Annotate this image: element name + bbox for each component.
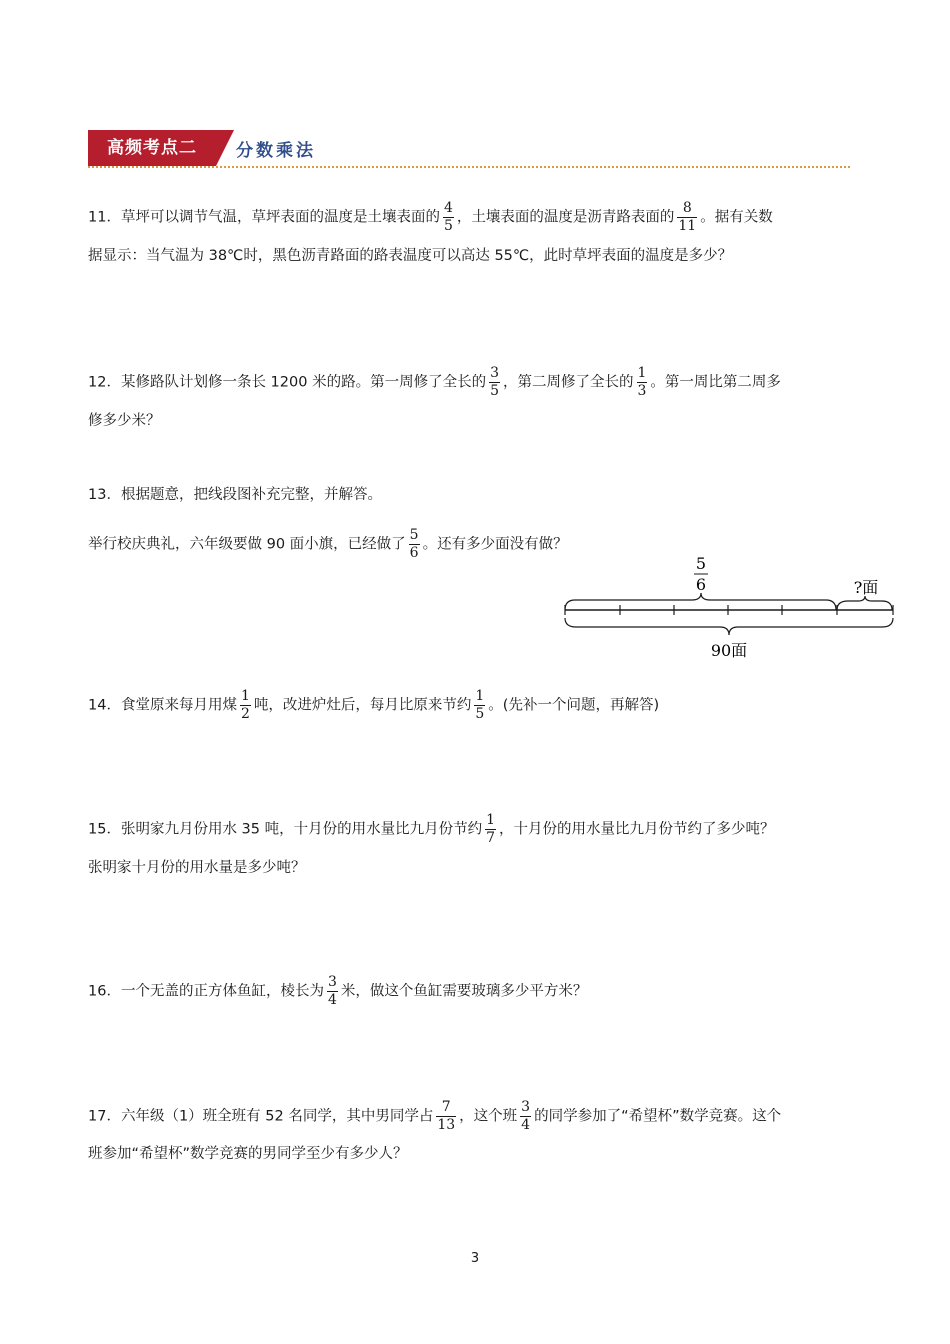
- question-16: 16．一个无盖的正方体鱼缸，棱长为 $\frac{3}{4}$ 米，做这个鱼缸需要玻璃多少平方米？: [88, 974, 588, 1008]
- question-11-line-2: 据显示：当气温为 38℃时，黑色沥青路面的路表温度可以高达 55℃，此时草坪表面的温度是多少？: [88, 248, 733, 264]
- line-segment-diagram: [560, 552, 900, 664]
- page-number: 3: [470, 1251, 480, 1266]
- fraction: $\frac{5}{6}$: [409, 527, 419, 561]
- section-header: [88, 130, 850, 170]
- question-14: 14．食堂原来每月用煤 $\frac{1}{2}$ 吨，改进炉灶后，每月比原来节约 $\frac{1}{5}$ 。(先补一个问题，再解答): [88, 688, 660, 722]
- question-12-line-2: 修多少米？: [88, 413, 161, 429]
- diagram-bottom-label: 90面: [710, 641, 748, 660]
- section-tag: 高频考点二: [88, 130, 216, 166]
- fraction: $\frac{1}{7}$: [486, 812, 496, 846]
- diagram-top-brace-left: [565, 593, 701, 610]
- dotted-divider: [88, 166, 850, 168]
- diagram-right-label: ?面: [853, 578, 879, 597]
- fraction: $\frac{3}{4}$: [521, 1099, 531, 1133]
- question-13-line-2: 举行校庆典礼，六年级要做 90 面小旗，已经做了 $\frac{5}{6}$ 。还有多少面没有做？: [88, 527, 568, 561]
- fraction: $\frac{7}{13}$: [437, 1099, 456, 1133]
- fraction: $\frac{3}{4}$: [327, 974, 337, 1008]
- question-12-line-1: 12．某修路队计划修一条长 1200 米的路。第一周修了全长的 $\frac{3}{5}$ ，第二周修了全长的 $\frac{1}{3}$ 。第一周比第二周多: [88, 365, 781, 399]
- fraction: $\frac{1}{3}$: [637, 365, 647, 399]
- fraction: $\frac{1}{2}$: [240, 688, 250, 722]
- question-15-line-1: 15．张明家九月份用水 35 吨，十月份的用水量比九月份节约 $\frac{1}{7}$ ，十月份的用水量比九月份节约了多少吨？: [88, 812, 775, 846]
- fraction: $\frac{3}{5}$: [490, 365, 499, 399]
- diagram-bottom-brace-right: [729, 618, 893, 635]
- question-17-line-2: 班参加“希望杯”数学竞赛的男同学至少有多少人？: [88, 1146, 408, 1162]
- fraction: $\frac{8}{11}$: [678, 200, 697, 234]
- diagram-right-brace: [837, 596, 892, 610]
- fraction: $\frac{1}{5}$: [475, 688, 485, 722]
- question-15-line-2: 张明家十月份的用水量是多少吨？: [88, 860, 306, 876]
- diagram-top-numerator: 5: [695, 554, 707, 573]
- section-title: 分数乘法: [236, 141, 316, 161]
- diagram-top-denominator: 6: [695, 575, 707, 594]
- question-17-line-1: 17．六年级（1）班全班有 52 名同学，其中男同学占 $\frac{7}{13}$ ，这个班 $\frac{3}{4}$ 的同学参加了“希望杯”数学竞赛。这个: [88, 1099, 782, 1133]
- diagram-bottom-brace-left: [565, 618, 729, 635]
- question-13-line-1: 13．根据题意，把线段图补充完整，并解答。: [88, 487, 382, 503]
- section-tag-tail: [216, 130, 234, 166]
- question-11-line-1: 11．草坪可以调节气温，草坪表面的温度是土壤表面的 $\frac{4}{5}$ ，土壤表面的温度是沥青路表面的 $\frac{8}{11}$ 。据有关数: [88, 200, 773, 234]
- diagram-top-brace-right: [701, 593, 836, 610]
- fraction: $\frac{4}{5}$: [443, 200, 453, 234]
